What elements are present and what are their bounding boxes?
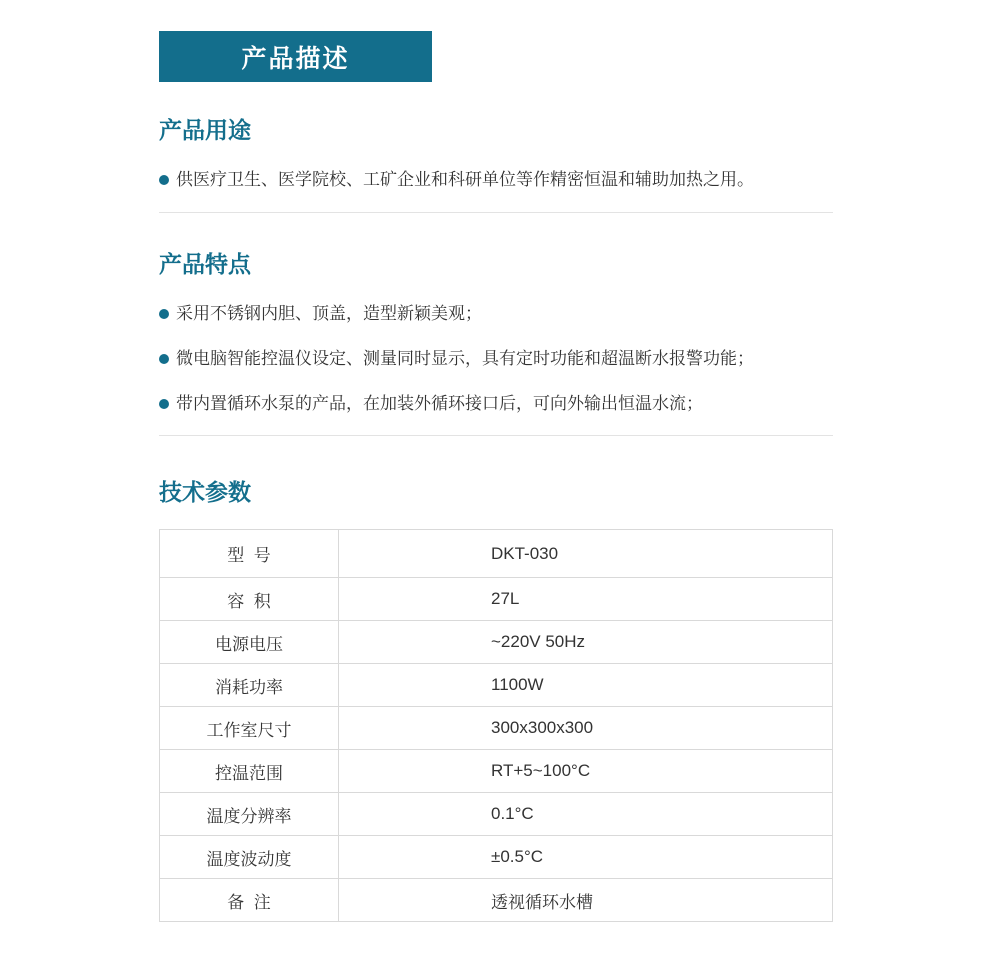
banner-title: 产品描述 <box>241 44 350 73</box>
bullet-text: 采用不锈钢内胆、顶盖，造型新颖美观； <box>176 304 482 323</box>
spec-label: 备 注 <box>160 879 339 922</box>
bullet-item <box>159 347 833 371</box>
spec-value: DKT-030 <box>339 530 833 578</box>
features-bullet-list <box>159 302 833 416</box>
spec-row <box>160 879 833 922</box>
bullet-item <box>159 392 833 416</box>
specs-section <box>159 478 833 922</box>
spec-label: 温度分辨率 <box>160 793 339 836</box>
bullet-dot-icon <box>159 175 169 185</box>
spec-row <box>160 707 833 750</box>
specs-table <box>159 529 833 922</box>
spec-label: 工作室尺寸 <box>160 707 339 750</box>
spec-row <box>160 836 833 879</box>
bullet-dot-icon <box>159 399 169 409</box>
bullet-text: 微电脑智能控温仪设定、测量同时显示，具有定时功能和超温断水报警功能； <box>176 349 754 368</box>
spec-row <box>160 530 833 578</box>
spec-value: ±0.5°C <box>339 836 833 879</box>
spec-value: 透视循环水槽 <box>339 879 833 922</box>
spec-label: 控温范围 <box>160 750 339 793</box>
bullet-item <box>159 168 833 192</box>
usage-section <box>159 116 833 213</box>
content-column <box>159 31 833 922</box>
specs-table-body <box>160 530 833 922</box>
spec-label: 容 积 <box>160 578 339 621</box>
spec-value: 27L <box>339 578 833 621</box>
section-banner <box>159 31 432 82</box>
spec-row <box>160 750 833 793</box>
spec-label: 消耗功率 <box>160 664 339 707</box>
spec-row <box>160 621 833 664</box>
spec-value: 1100W <box>339 664 833 707</box>
spec-row <box>160 578 833 621</box>
bullet-text: 带内置循环水泵的产品，在加装外循环接口后，可向外输出恒温水流； <box>176 394 703 413</box>
spec-value: ~220V 50Hz <box>339 621 833 664</box>
usage-bullet-list <box>159 168 833 192</box>
features-section <box>159 250 833 436</box>
specs-heading: 技术参数 <box>159 479 251 505</box>
spec-value: 0.1°C <box>339 793 833 836</box>
features-heading: 产品特点 <box>159 251 251 277</box>
spec-value: 300x300x300 <box>339 707 833 750</box>
spec-label: 电源电压 <box>160 621 339 664</box>
bullet-item <box>159 302 833 326</box>
spec-row <box>160 664 833 707</box>
section-divider <box>159 212 833 213</box>
section-divider <box>159 435 833 436</box>
spec-row <box>160 793 833 836</box>
spec-label: 温度波动度 <box>160 836 339 879</box>
spec-value: RT+5~100°C <box>339 750 833 793</box>
bullet-dot-icon <box>159 354 169 364</box>
spec-label: 型 号 <box>160 530 339 578</box>
usage-heading: 产品用途 <box>159 117 251 143</box>
bullet-dot-icon <box>159 309 169 319</box>
bullet-text: 供医疗卫生、医学院校、工矿企业和科研单位等作精密恒温和辅助加热之用。 <box>176 170 754 189</box>
